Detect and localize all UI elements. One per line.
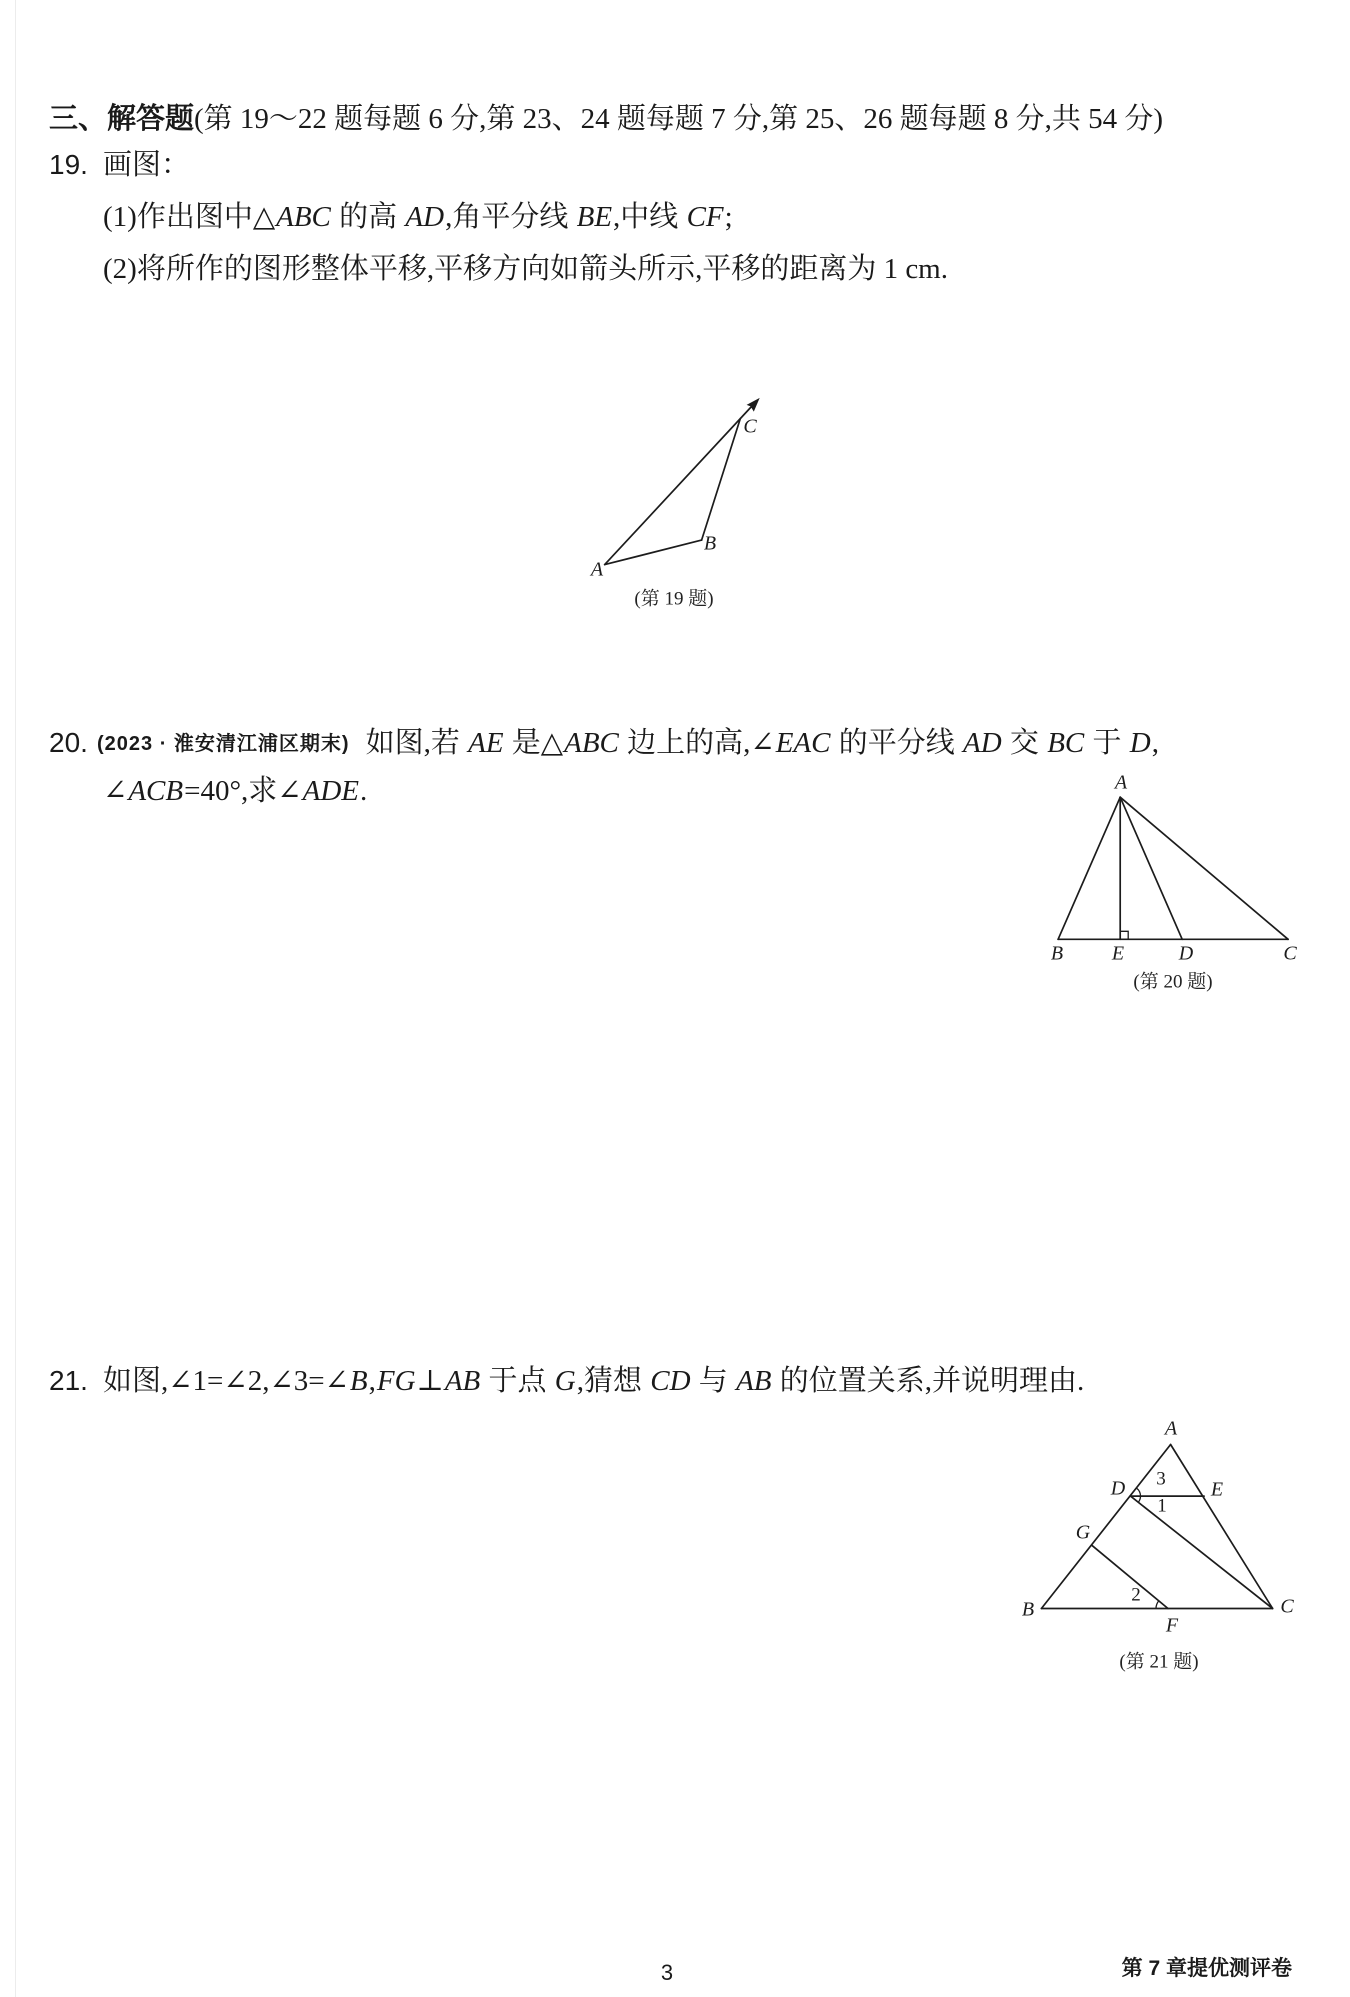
text-segment: 是△	[504, 727, 564, 759]
figure-20	[1051, 772, 1297, 993]
text-segment: 如图,∠1=∠2,∠3=∠	[103, 1365, 349, 1397]
point-label-d: D	[1178, 942, 1194, 965]
question-20-line-2	[103, 773, 367, 809]
question-20-line-1	[97, 725, 1159, 762]
text-segment: (1)作出图中△	[103, 201, 276, 233]
text-segment: ∠	[103, 775, 128, 807]
text-segment: 的位置关系,并说明理由.	[772, 1365, 1085, 1397]
question-20-number: 20.	[49, 727, 88, 758]
text-segment: 的平分线	[831, 727, 962, 759]
figure-caption: (第 19 题)	[634, 588, 714, 610]
page-number: 3	[660, 1960, 674, 1985]
point-label-e: E	[1210, 1478, 1224, 1501]
angle-label-3: 3	[1156, 1468, 1166, 1490]
point-label-g: G	[1075, 1521, 1091, 1544]
math-variable: AD	[963, 727, 1002, 759]
math-variable: CF	[686, 201, 724, 233]
segment-bc	[702, 419, 741, 540]
direction-arrow-line	[605, 406, 752, 565]
math-variable: AB	[736, 1365, 772, 1397]
segment-dc	[1131, 1496, 1273, 1608]
section-header	[49, 101, 1163, 137]
angle-3-arc	[1137, 1488, 1141, 1496]
text-segment: ⊥	[416, 1365, 444, 1397]
text-segment: 于点	[481, 1365, 554, 1397]
angle-1-arc	[1138, 1496, 1140, 1502]
math-variable: B	[349, 1365, 368, 1397]
math-variable: AD	[405, 201, 445, 233]
math-variable: ABC	[276, 201, 331, 233]
math-variable: FG	[376, 1365, 416, 1397]
math-variable: G	[554, 1365, 576, 1397]
point-label-a: A	[1164, 1417, 1178, 1440]
text-segment: 与	[691, 1365, 736, 1397]
math-variable: BE	[576, 201, 613, 233]
arrowhead-icon	[747, 398, 760, 412]
math-variable: BC	[1047, 727, 1085, 759]
point-label-f: F	[1165, 1614, 1179, 1637]
math-variable: EAC	[775, 727, 831, 759]
figure-caption: (第 21 题)	[1119, 1651, 1199, 1673]
math-variable: CD	[650, 1365, 691, 1397]
text-segment: ,	[368, 1365, 376, 1397]
binding-margin-line	[15, 0, 16, 1997]
text-segment: 如图,若	[365, 727, 468, 759]
text-segment: ,中线	[613, 201, 686, 233]
point-label-b: B	[703, 532, 717, 555]
segment-ad	[1120, 797, 1182, 939]
text-segment: ,	[1151, 727, 1159, 759]
text-segment: ,猜想	[576, 1365, 650, 1397]
text-segment: 的高	[331, 201, 405, 233]
segment-ab	[605, 540, 702, 565]
segment-ab	[1058, 797, 1120, 939]
question-19-number: 19.	[49, 149, 88, 180]
section-scoring: (第 19～22 题每题 6 分,第 23、24 题每题 7 分,第 25、26 题每题 8 分,共 54 分)	[194, 103, 1164, 135]
question-20-source: (2023 · 淮安清江浦区期末)	[97, 733, 350, 755]
math-variable: AB	[444, 1365, 481, 1397]
math-variable: AE	[468, 727, 504, 759]
point-label-c: C	[1283, 942, 1297, 965]
section-heading: 三、解答题	[49, 103, 195, 135]
question-21-number: 21.	[49, 1365, 88, 1396]
point-label-c: C	[743, 415, 757, 438]
point-label-a: A	[1114, 771, 1128, 794]
segment-ab	[1041, 1445, 1170, 1609]
text-segment: .	[359, 775, 368, 807]
point-label-b: B	[1021, 1598, 1035, 1621]
angle-2-arc	[1156, 1601, 1159, 1609]
math-variable: ADE	[302, 775, 359, 807]
segment-ac	[1171, 1445, 1273, 1609]
text-segment: 交	[1002, 727, 1047, 759]
text-segment: 于	[1085, 727, 1129, 759]
point-label-c: C	[1280, 1595, 1294, 1618]
figure-19	[589, 398, 760, 609]
point-label-b: B	[1050, 942, 1064, 965]
right-angle-mark	[1120, 931, 1128, 939]
segment-ac	[1120, 797, 1288, 939]
figure-21	[1022, 1418, 1294, 1673]
text-segment: ;	[724, 201, 733, 233]
math-variable: ABC	[564, 727, 619, 759]
question-19-part-2: (2)将所作的图形整体平移,平移方向如箭头所示,平移的距离为 1 cm.	[103, 253, 948, 285]
math-variable: D	[1129, 727, 1151, 759]
segment-gf	[1092, 1545, 1168, 1608]
point-label-e: E	[1111, 942, 1125, 965]
point-label-a: A	[590, 558, 604, 581]
question-19-stem: 画图：	[103, 149, 191, 181]
question-19-part-1	[103, 199, 733, 235]
point-label-d: D	[1110, 1477, 1126, 1500]
question-21-line-1	[103, 1363, 1084, 1399]
figure-caption: (第 20 题)	[1133, 971, 1213, 993]
chapter-footer: 第 7 章提优测评卷	[1121, 1957, 1292, 1980]
angle-label-2: 2	[1131, 1584, 1141, 1606]
angle-label-1: 1	[1157, 1495, 1167, 1517]
text-segment: =40°,求∠	[184, 775, 302, 807]
text-segment: ,角平分线	[445, 201, 576, 233]
text-segment: 边上的高,∠	[619, 727, 775, 759]
math-variable: ACB	[128, 775, 184, 807]
